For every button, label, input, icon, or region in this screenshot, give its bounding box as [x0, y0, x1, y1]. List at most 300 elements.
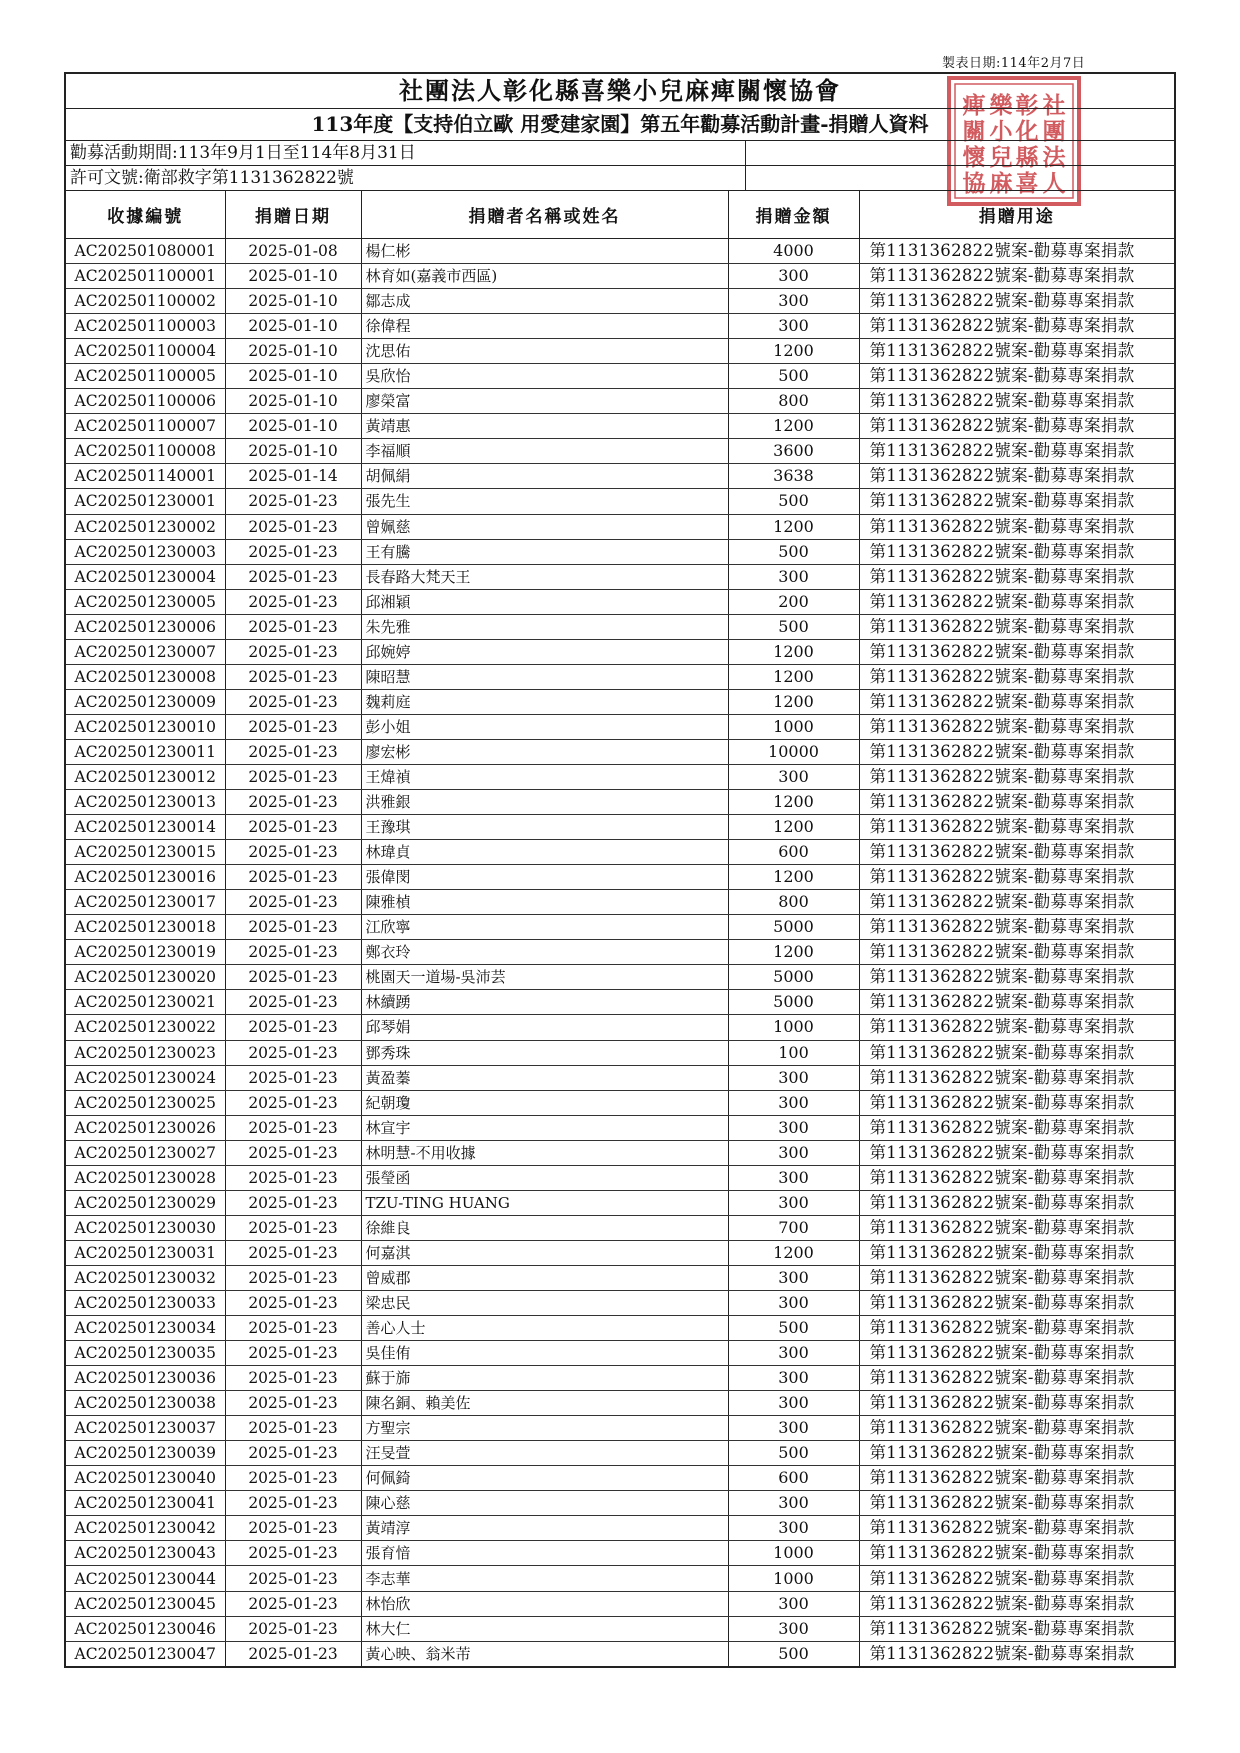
donation-date-cell: 2025-01-23 — [225, 1190, 361, 1215]
donation-amount-cell: 300 — [728, 1341, 859, 1366]
donation-date-cell: 2025-01-23 — [225, 1265, 361, 1290]
table-row — [66, 239, 1174, 264]
table-row — [66, 364, 1174, 389]
donation-date-cell: 2025-01-10 — [225, 414, 361, 439]
donor-name-cell: 張先生 — [361, 489, 728, 514]
donation-date-cell: 2025-01-10 — [225, 264, 361, 289]
svg-text:關: 關 — [962, 118, 986, 145]
table-row — [66, 1566, 1174, 1591]
donation-date-cell: 2025-01-23 — [225, 1366, 361, 1391]
donor-table-body — [66, 239, 1174, 1666]
donation-purpose-cell: 第1131362822號案-勸募專案捐款 — [859, 464, 1174, 489]
donation-purpose-cell: 第1131362822號案-勸募專案捐款 — [859, 1290, 1174, 1315]
receipt-number-cell: AC202501230012 — [66, 764, 225, 789]
table-row — [66, 1316, 1174, 1341]
table-row — [66, 1391, 1174, 1416]
receipt-number-cell: AC202501100005 — [66, 364, 225, 389]
receipt-number-cell: AC202501230025 — [66, 1090, 225, 1115]
donation-purpose-cell: 第1131362822號案-勸募專案捐款 — [859, 1491, 1174, 1516]
donor-name-cell: 張偉閔 — [361, 865, 728, 890]
donation-date-cell: 2025-01-23 — [225, 664, 361, 689]
donation-amount-cell: 300 — [728, 264, 859, 289]
donor-name-cell: 林宣宇 — [361, 1115, 728, 1140]
receipt-number-cell: AC202501230047 — [66, 1641, 225, 1666]
donation-amount-cell: 1200 — [728, 664, 859, 689]
receipt-number-cell: AC202501230009 — [66, 689, 225, 714]
donation-amount-cell: 300 — [728, 1616, 859, 1641]
receipt-number-cell: AC202501230031 — [66, 1240, 225, 1265]
donation-amount-cell: 700 — [728, 1215, 859, 1240]
svg-text:喜: 喜 — [1015, 170, 1039, 197]
donation-amount-cell: 4000 — [728, 239, 859, 264]
receipt-number-cell: AC202501230020 — [66, 965, 225, 990]
donation-purpose-cell: 第1131362822號案-勸募專案捐款 — [869, 1643, 1135, 1663]
donation-amount-cell: 600 — [728, 840, 859, 865]
donation-amount-cell: 300 — [728, 1366, 859, 1391]
receipt-number-cell: AC202501230040 — [66, 1466, 225, 1491]
table-row — [66, 714, 1174, 739]
donation-purpose-cell: 第1131362822號案-勸募專案捐款 — [859, 614, 1174, 639]
table-row — [66, 890, 1174, 915]
receipt-number-cell: AC202501230033 — [66, 1290, 225, 1315]
receipt-number-cell: AC202501230027 — [66, 1140, 225, 1165]
donation-date-cell: 2025-01-23 — [225, 614, 361, 639]
donation-date-cell: 2025-01-23 — [225, 965, 361, 990]
donation-amount-cell: 5000 — [728, 915, 859, 940]
receipt-number-cell: AC202501230036 — [66, 1366, 225, 1391]
svg-text:人: 人 — [1042, 170, 1066, 197]
table-row — [66, 514, 1174, 539]
donation-purpose-cell: 第1131362822號案-勸募專案捐款 — [859, 1140, 1174, 1165]
donor-name-cell: 徐維良 — [361, 1215, 728, 1240]
donation-amount-cell: 500 — [728, 1641, 859, 1666]
donation-purpose-cell: 第1131362822號案-勸募專案捐款 — [859, 990, 1174, 1015]
donor-name-cell: 林瑋貞 — [361, 840, 728, 865]
receipt-number-cell: AC202501230011 — [66, 739, 225, 764]
donor-name-cell: 何嘉淇 — [361, 1240, 728, 1265]
donor-name-cell: 陳心慈 — [361, 1491, 728, 1516]
table-row — [66, 915, 1174, 940]
donation-purpose-cell: 第1131362822號案-勸募專案捐款 — [859, 564, 1174, 589]
receipt-number-cell: AC202501100003 — [66, 314, 225, 339]
donor-name-cell: 陳雅楨 — [361, 890, 728, 915]
table-row — [66, 815, 1174, 840]
receipt-number-cell: AC202501230028 — [66, 1165, 225, 1190]
donation-date-cell: 2025-01-23 — [225, 1516, 361, 1541]
donation-date-cell: 2025-01-23 — [225, 865, 361, 890]
receipt-number-cell: AC202501230037 — [66, 1416, 225, 1441]
donation-purpose-cell: 第1131362822號案-勸募專案捐款 — [859, 1566, 1174, 1591]
receipt-number-cell: AC202501230004 — [66, 564, 225, 589]
donation-purpose-cell: 第1131362822號案-勸募專案捐款 — [859, 264, 1174, 289]
donation-amount-cell: 300 — [728, 1290, 859, 1315]
column-header-receipt-number: 收據編號 — [66, 191, 225, 239]
donation-date-cell: 2025-01-23 — [225, 764, 361, 789]
table-row — [66, 739, 1174, 764]
donor-name-cell: 彭小姐 — [361, 714, 728, 739]
permit-number-row — [66, 166, 1174, 191]
donation-date-cell: 2025-01-23 — [225, 1591, 361, 1616]
table-row — [66, 639, 1174, 664]
receipt-number-cell: AC202501230015 — [66, 840, 225, 865]
donor-name-cell: 鄭衣玲 — [361, 940, 728, 965]
table-row — [66, 464, 1174, 489]
receipt-number-cell: AC202501230001 — [66, 489, 225, 514]
donation-purpose-cell: 第1131362822號案-勸募專案捐款 — [859, 1616, 1174, 1641]
receipt-number-cell: AC202501230044 — [66, 1566, 225, 1591]
table-row — [66, 840, 1174, 865]
donation-purpose-cell: 第1131362822號案-勸募專案捐款 — [859, 489, 1174, 514]
donor-name-cell: 李志華 — [361, 1566, 728, 1591]
table-row — [66, 1541, 1174, 1566]
svg-text:麻: 麻 — [989, 170, 1013, 197]
receipt-number-cell: AC202501100006 — [66, 389, 225, 414]
donor-name-cell: 紀朝瓊 — [361, 1090, 728, 1115]
donation-amount-cell: 300 — [728, 1516, 859, 1541]
donor-name-cell: 林怡欣 — [361, 1591, 728, 1616]
donation-purpose-cell: 第1131362822號案-勸募專案捐款 — [859, 940, 1174, 965]
donor-name-cell: 黃心映、翁米芾 — [361, 1641, 728, 1666]
donor-name-cell: 邱婉婷 — [361, 639, 728, 664]
table-row — [66, 539, 1174, 564]
donation-date-cell: 2025-01-23 — [225, 489, 361, 514]
donation-amount-cell: 1200 — [728, 689, 859, 714]
donation-amount-cell: 1200 — [728, 1240, 859, 1265]
table-row — [66, 314, 1174, 339]
donation-date-cell: 2025-01-23 — [225, 1391, 361, 1416]
donation-purpose-cell: 第1131362822號案-勸募專案捐款 — [859, 1516, 1174, 1541]
donation-purpose-cell: 第1131362822號案-勸募專案捐款 — [859, 840, 1174, 865]
svg-text:懷: 懷 — [962, 144, 986, 171]
table-row — [66, 1466, 1174, 1491]
donation-amount-cell: 100 — [728, 1040, 859, 1065]
table-row — [66, 1265, 1174, 1290]
donation-amount-cell: 1200 — [728, 339, 859, 364]
donation-date-cell: 2025-01-23 — [225, 1040, 361, 1065]
table-row — [66, 1491, 1174, 1516]
table-row — [66, 1065, 1174, 1090]
table-row — [66, 1165, 1174, 1190]
donor-name-cell: 黃靖淳 — [361, 1516, 728, 1541]
donor-name-cell: 吳欣怡 — [361, 364, 728, 389]
table-row — [66, 1215, 1174, 1240]
donation-purpose-cell: 第1131362822號案-勸募專案捐款 — [859, 364, 1174, 389]
donation-date-cell: 2025-01-23 — [225, 890, 361, 915]
donor-name-cell: 蘇于旆 — [361, 1366, 728, 1391]
donation-amount-cell: 1000 — [728, 1015, 859, 1040]
donor-name-cell: 林續踴 — [361, 990, 728, 1015]
receipt-number-cell: AC202501080001 — [66, 239, 225, 264]
donation-date-cell: 2025-01-23 — [225, 1416, 361, 1441]
donation-date-cell: 2025-01-23 — [225, 1215, 361, 1240]
donation-amount-cell: 300 — [728, 1265, 859, 1290]
donor-name-cell: 張瑩函 — [361, 1165, 728, 1190]
donation-date-cell: 2025-01-10 — [225, 364, 361, 389]
donation-purpose-cell: 第1131362822號案-勸募專案捐款 — [859, 1441, 1174, 1466]
donation-purpose-cell: 第1131362822號案-勸募專案捐款 — [859, 1341, 1174, 1366]
receipt-number-cell: AC202501230039 — [66, 1441, 225, 1466]
donation-date-cell: 2025-01-23 — [225, 790, 361, 815]
donation-amount-cell: 1200 — [728, 639, 859, 664]
table-row — [66, 264, 1174, 289]
donation-amount-cell: 300 — [728, 564, 859, 589]
donation-date-cell: 2025-01-14 — [225, 464, 361, 489]
table-row — [66, 1366, 1174, 1391]
table-row — [66, 1090, 1174, 1115]
donation-amount-cell: 1200 — [728, 815, 859, 840]
donation-amount-cell: 300 — [728, 1165, 859, 1190]
donation-date-cell: 2025-01-23 — [225, 589, 361, 614]
donation-date-cell: 2025-01-23 — [225, 714, 361, 739]
table-row — [66, 1240, 1174, 1265]
table-row — [66, 764, 1174, 789]
donation-date-cell: 2025-01-23 — [225, 815, 361, 840]
donor-name-cell: 洪雅銀 — [361, 790, 728, 815]
donor-name-cell: 魏莉庭 — [361, 689, 728, 714]
donor-name-cell: 林大仁 — [361, 1616, 728, 1641]
table-row — [66, 865, 1174, 890]
donor-name-cell: 張育愔 — [361, 1541, 728, 1566]
svg-text:樂: 樂 — [989, 92, 1013, 119]
donation-purpose-cell: 第1131362822號案-勸募專案捐款 — [859, 539, 1174, 564]
receipt-number-cell: AC202501230043 — [66, 1541, 225, 1566]
donation-purpose-cell: 第1131362822號案-勸募專案捐款 — [859, 514, 1174, 539]
donation-amount-cell: 1200 — [728, 940, 859, 965]
donation-date-cell: 2025-01-23 — [225, 564, 361, 589]
donation-purpose-cell: 第1131362822號案-勸募專案捐款 — [859, 689, 1174, 714]
receipt-number-cell: AC202501230021 — [66, 990, 225, 1015]
receipt-number-cell: AC202501230045 — [66, 1591, 225, 1616]
table-row — [66, 389, 1174, 414]
donation-amount-cell: 300 — [728, 1391, 859, 1416]
donation-date-cell: 2025-01-23 — [225, 639, 361, 664]
donation-amount-cell: 300 — [728, 1115, 859, 1140]
organization-title: 社團法人彰化縣喜樂小兒麻痺關懷協會 — [66, 74, 1174, 109]
donor-name-cell: 王豫琪 — [361, 815, 728, 840]
receipt-number-cell: AC202501100001 — [66, 264, 225, 289]
donation-amount-cell: 1200 — [728, 790, 859, 815]
donation-purpose-cell: 第1131362822號案-勸募專案捐款 — [859, 965, 1174, 990]
table-row — [66, 1441, 1174, 1466]
donation-amount-cell: 3600 — [728, 439, 859, 464]
donation-amount-cell: 3638 — [728, 464, 859, 489]
donation-date-cell: 2025-01-23 — [225, 1165, 361, 1190]
donor-name-cell: 梁忠民 — [361, 1290, 728, 1315]
table-row — [66, 339, 1174, 364]
donor-name-cell: 陳昭慧 — [361, 664, 728, 689]
donation-purpose-cell: 第1131362822號案-勸募專案捐款 — [859, 314, 1174, 339]
donation-purpose-cell: 第1131362822號案-勸募專案捐款 — [859, 1190, 1174, 1215]
made-date: 製表日期:114年2月7日 — [942, 56, 1086, 71]
donation-amount-cell: 300 — [728, 1591, 859, 1616]
receipt-number-cell: AC202501230034 — [66, 1316, 225, 1341]
donation-amount-cell: 300 — [728, 1090, 859, 1115]
donation-date-cell: 2025-01-23 — [225, 1541, 361, 1566]
donor-name-cell: 楊仁彬 — [361, 239, 728, 264]
receipt-number-cell: AC202501230032 — [66, 1265, 225, 1290]
donor-name-cell: 江欣寧 — [361, 915, 728, 940]
donor-name-cell: 善心人士 — [361, 1316, 728, 1341]
donor-name-cell: 黃靖惠 — [361, 414, 728, 439]
donor-name-cell: 邱湘穎 — [361, 589, 728, 614]
donation-date-cell: 2025-01-23 — [225, 840, 361, 865]
table-row — [66, 1591, 1174, 1616]
donation-date-cell: 2025-01-23 — [225, 940, 361, 965]
receipt-number-cell: AC202501230016 — [66, 865, 225, 890]
table-row — [66, 289, 1174, 314]
donation-purpose-cell: 第1131362822號案-勸募專案捐款 — [859, 1040, 1174, 1065]
receipt-number-cell: AC202501230008 — [66, 664, 225, 689]
donation-date-cell: 2025-01-23 — [225, 539, 361, 564]
donation-date-cell: 2025-01-10 — [225, 289, 361, 314]
donation-purpose-cell: 第1131362822號案-勸募專案捐款 — [859, 1391, 1174, 1416]
donation-date-cell: 2025-01-23 — [225, 1341, 361, 1366]
donation-purpose-cell: 第1131362822號案-勸募專案捐款 — [859, 339, 1174, 364]
donation-purpose-cell: 第1131362822號案-勸募專案捐款 — [859, 1240, 1174, 1265]
donation-amount-cell: 600 — [728, 1466, 859, 1491]
table-row — [66, 589, 1174, 614]
receipt-number-cell: AC202501100007 — [66, 414, 225, 439]
donation-amount-cell: 5000 — [728, 965, 859, 990]
donation-purpose-cell: 第1131362822號案-勸募專案捐款 — [859, 664, 1174, 689]
donor-name-cell: 汪旻萱 — [361, 1441, 728, 1466]
receipt-number-cell: AC202501230029 — [66, 1190, 225, 1215]
donation-date-cell: 2025-01-23 — [225, 514, 361, 539]
donation-amount-cell: 200 — [728, 589, 859, 614]
table-row — [66, 414, 1174, 439]
donation-date-cell: 2025-01-23 — [225, 1641, 361, 1666]
donation-date-cell: 2025-01-23 — [225, 1090, 361, 1115]
donation-amount-cell: 1000 — [728, 1566, 859, 1591]
donation-date-cell: 2025-01-23 — [225, 1316, 361, 1341]
donation-amount-cell: 500 — [728, 1316, 859, 1341]
table-row — [66, 664, 1174, 689]
donation-purpose-cell: 第1131362822號案-勸募專案捐款 — [859, 1165, 1174, 1190]
donation-amount-cell: 500 — [728, 364, 859, 389]
donor-name-cell: 廖榮富 — [361, 389, 728, 414]
donation-purpose-cell: 第1131362822號案-勸募專案捐款 — [859, 1115, 1174, 1140]
receipt-number-cell: AC202501230005 — [66, 589, 225, 614]
donation-purpose-cell: 第1131362822號案-勸募專案捐款 — [859, 764, 1174, 789]
receipt-number-cell: AC202501230046 — [66, 1616, 225, 1641]
donation-date-cell: 2025-01-23 — [225, 1441, 361, 1466]
receipt-number-cell: AC202501230006 — [66, 614, 225, 639]
donor-name-cell: 鄧秀珠 — [361, 1040, 728, 1065]
table-row — [66, 940, 1174, 965]
donation-purpose-cell: 第1131362822號案-勸募專案捐款 — [859, 1015, 1174, 1040]
table-row — [66, 990, 1174, 1015]
svg-text:法: 法 — [1042, 144, 1066, 171]
receipt-number-cell: AC202501100002 — [66, 289, 225, 314]
table-row — [66, 1341, 1174, 1366]
donation-date-cell: 2025-01-23 — [225, 1616, 361, 1641]
donation-date-cell: 2025-01-23 — [225, 1140, 361, 1165]
donation-date-cell: 2025-01-23 — [225, 1566, 361, 1591]
donation-amount-cell: 1200 — [728, 514, 859, 539]
receipt-number-cell: AC202501230024 — [66, 1065, 225, 1090]
donation-amount-cell: 300 — [728, 314, 859, 339]
svg-text:痺: 痺 — [962, 92, 986, 119]
receipt-number-cell: AC202501140001 — [66, 464, 225, 489]
table-row — [66, 1190, 1174, 1215]
donation-amount-cell: 300 — [728, 1416, 859, 1441]
donor-name-cell: 廖宏彬 — [361, 739, 728, 764]
donation-purpose-cell: 第1131362822號案-勸募專案捐款 — [859, 714, 1174, 739]
donation-amount-cell: 1000 — [728, 714, 859, 739]
donation-date-cell: 2025-01-23 — [225, 1491, 361, 1516]
donor-name-cell: 方聖宗 — [361, 1416, 728, 1441]
donation-amount-cell: 300 — [728, 289, 859, 314]
donor-name-cell: 陳名銅、賴美佐 — [361, 1391, 728, 1416]
donation-date-cell: 2025-01-23 — [225, 739, 361, 764]
receipt-number-cell: AC202501230003 — [66, 539, 225, 564]
donation-date-cell: 2025-01-23 — [225, 1065, 361, 1090]
donation-date-cell: 2025-01-23 — [225, 915, 361, 940]
donation-purpose-cell: 第1131362822號案-勸募專案捐款 — [859, 1591, 1174, 1616]
donation-amount-cell: 300 — [728, 1065, 859, 1090]
donation-date-cell: 2025-01-23 — [225, 1015, 361, 1040]
donor-name-cell: 何佩錡 — [361, 1466, 728, 1491]
donation-purpose-cell: 第1131362822號案-勸募專案捐款 — [859, 239, 1174, 264]
svg-text:縣: 縣 — [1015, 144, 1039, 171]
table-row — [66, 1040, 1174, 1065]
donation-amount-cell: 1200 — [728, 865, 859, 890]
donor-name-cell: 朱先雅 — [361, 614, 728, 639]
donation-amount-cell: 500 — [728, 614, 859, 639]
donation-purpose-cell: 第1131362822號案-勸募專案捐款 — [859, 1366, 1174, 1391]
receipt-number-cell: AC202501230022 — [66, 1015, 225, 1040]
receipt-number-cell: AC202501230010 — [66, 714, 225, 739]
donor-report-sheet — [64, 72, 1176, 1668]
donation-purpose-cell: 第1131362822號案-勸募專案捐款 — [859, 439, 1174, 464]
donor-name-cell: 長春路大梵天王 — [361, 564, 728, 589]
donation-amount-cell: 300 — [728, 1140, 859, 1165]
table-row — [66, 1416, 1174, 1441]
donor-name-cell: 曾威郡 — [361, 1265, 728, 1290]
column-header-donor-name: 捐贈者名稱或姓名 — [361, 191, 728, 239]
donation-date-cell: 2025-01-23 — [225, 689, 361, 714]
donation-amount-cell: 300 — [728, 1190, 859, 1215]
donation-purpose-cell: 第1131362822號案-勸募專案捐款 — [859, 890, 1174, 915]
donation-amount-cell: 500 — [728, 489, 859, 514]
receipt-number-cell: AC202501230026 — [66, 1115, 225, 1140]
donor-name-cell: 林明慧-不用收據 — [361, 1140, 728, 1165]
donation-purpose-cell: 第1131362822號案-勸募專案捐款 — [859, 414, 1174, 439]
table-row — [66, 1140, 1174, 1165]
receipt-number-cell: AC202501230013 — [66, 790, 225, 815]
table-row — [66, 614, 1174, 639]
receipt-number-cell: AC202501100008 — [66, 439, 225, 464]
donation-amount-cell: 1000 — [728, 1541, 859, 1566]
donor-name-cell: 王煒禎 — [361, 764, 728, 789]
table-row — [66, 1115, 1174, 1140]
donation-purpose-cell: 第1131362822號案-勸募專案捐款 — [859, 1090, 1174, 1115]
donation-amount-cell: 500 — [728, 539, 859, 564]
donation-date-cell: 2025-01-23 — [225, 990, 361, 1015]
donation-purpose-cell: 第1131362822號案-勸募專案捐款 — [859, 865, 1174, 890]
donor-name-cell: 桃園天一道場-吳沛芸 — [361, 965, 728, 990]
column-header-donation-purpose: 捐贈用途 — [859, 191, 1174, 239]
receipt-number-cell: AC202501230017 — [66, 890, 225, 915]
donation-date-cell: 2025-01-10 — [225, 439, 361, 464]
permit-number: 許可文號:衛部救字第1131362822號 — [70, 166, 746, 190]
receipt-number-cell: AC202501230042 — [66, 1516, 225, 1541]
receipt-number-cell: AC202501230007 — [66, 639, 225, 664]
donation-purpose-cell: 第1131362822號案-勸募專案捐款 — [859, 1416, 1174, 1441]
donor-table — [66, 191, 1174, 1666]
table-row — [66, 1015, 1174, 1040]
donation-amount-cell: 800 — [728, 389, 859, 414]
